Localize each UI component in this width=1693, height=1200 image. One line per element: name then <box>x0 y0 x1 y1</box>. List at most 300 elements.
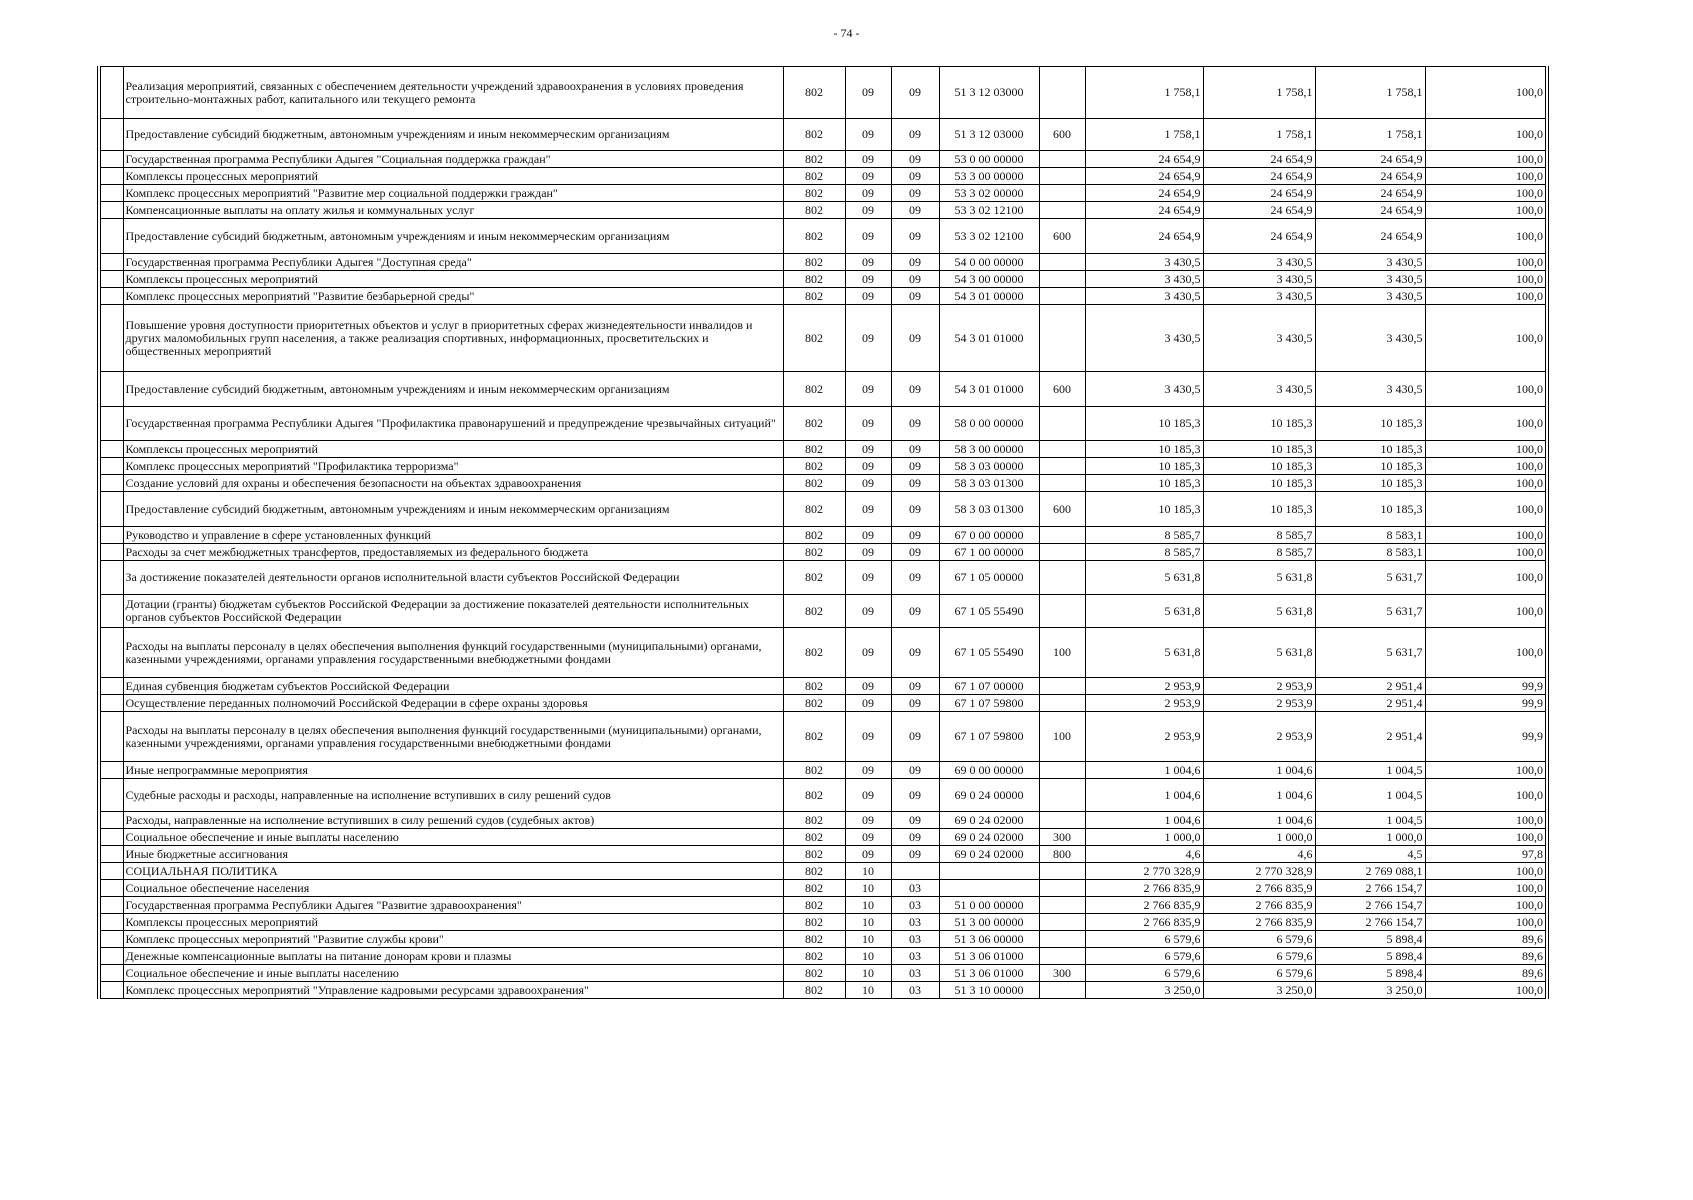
row-name: Денежные компенсационные выплаты на питание донорам крови и плазмы <box>123 948 783 965</box>
row-rz: 10 <box>845 965 891 982</box>
row-csr: 54 3 01 01000 <box>939 372 1039 407</box>
row-ved: 802 <box>783 863 845 880</box>
row-stub <box>99 475 123 492</box>
row-isp: 10 185,3 <box>1315 492 1425 527</box>
row-utv: 8 585,7 <box>1203 527 1315 544</box>
row-pct: 100,0 <box>1425 982 1547 999</box>
row-plan: 24 654,9 <box>1085 151 1203 168</box>
row-rz: 09 <box>845 595 891 628</box>
row-stub <box>99 288 123 305</box>
row-csr: 67 1 07 59800 <box>939 695 1039 712</box>
row-utv: 8 585,7 <box>1203 544 1315 561</box>
row-vr <box>1039 544 1085 561</box>
row-plan: 6 579,6 <box>1085 965 1203 982</box>
row-utv: 1 758,1 <box>1203 119 1315 151</box>
row-vr: 100 <box>1039 712 1085 762</box>
row-rz: 09 <box>845 202 891 219</box>
row-csr: 51 3 10 00000 <box>939 982 1039 999</box>
row-pr: 09 <box>891 544 939 561</box>
row-isp: 1 004,5 <box>1315 762 1425 779</box>
row-pr <box>891 863 939 880</box>
row-pr: 09 <box>891 846 939 863</box>
row-csr: 54 3 01 01000 <box>939 305 1039 372</box>
row-pct: 100,0 <box>1425 544 1547 561</box>
row-pct: 97,8 <box>1425 846 1547 863</box>
row-ved: 802 <box>783 288 845 305</box>
row-rz: 09 <box>845 475 891 492</box>
row-name: Государственная программа Республики Адыгея "Социальная поддержка граждан" <box>123 151 783 168</box>
row-vr <box>1039 271 1085 288</box>
row-pct: 100,0 <box>1425 202 1547 219</box>
row-stub <box>99 67 123 119</box>
row-isp: 1 758,1 <box>1315 67 1425 119</box>
row-pr: 09 <box>891 305 939 372</box>
row-name: Предоставление субсидий бюджетным, автономным учреждениям и иным некоммерческим организациям <box>123 119 783 151</box>
table-row <box>99 762 1547 779</box>
row-name: Комплексы процессных мероприятий <box>123 168 783 185</box>
row-utv: 3 430,5 <box>1203 372 1315 407</box>
row-stub <box>99 492 123 527</box>
row-vr <box>1039 762 1085 779</box>
row-plan: 2 766 835,9 <box>1085 880 1203 897</box>
row-stub <box>99 168 123 185</box>
row-plan: 1 758,1 <box>1085 67 1203 119</box>
row-plan: 8 585,7 <box>1085 544 1203 561</box>
row-isp: 3 430,5 <box>1315 288 1425 305</box>
row-utv: 10 185,3 <box>1203 458 1315 475</box>
row-ved: 802 <box>783 151 845 168</box>
row-ved: 802 <box>783 678 845 695</box>
row-ved: 802 <box>783 561 845 595</box>
row-stub <box>99 628 123 678</box>
row-pct: 100,0 <box>1425 67 1547 119</box>
row-name: Предоставление субсидий бюджетным, автономным учреждениям и иным некоммерческим организациям <box>123 492 783 527</box>
row-utv: 1 758,1 <box>1203 67 1315 119</box>
row-vr <box>1039 458 1085 475</box>
row-isp: 24 654,9 <box>1315 202 1425 219</box>
row-pr: 09 <box>891 151 939 168</box>
row-csr: 69 0 24 00000 <box>939 779 1039 812</box>
row-name: Социальное обеспечение и иные выплаты населению <box>123 829 783 846</box>
row-name: Осуществление переданных полномочий Российской Федерации в сфере охраны здоровья <box>123 695 783 712</box>
row-ved: 802 <box>783 492 845 527</box>
row-rz: 09 <box>845 271 891 288</box>
row-vr <box>1039 288 1085 305</box>
row-plan: 3 430,5 <box>1085 288 1203 305</box>
table-row <box>99 897 1547 914</box>
row-ved: 802 <box>783 948 845 965</box>
row-stub <box>99 119 123 151</box>
row-vr: 300 <box>1039 829 1085 846</box>
table-row <box>99 628 1547 678</box>
row-plan: 10 185,3 <box>1085 441 1203 458</box>
row-isp: 24 654,9 <box>1315 168 1425 185</box>
row-name: СОЦИАЛЬНАЯ ПОЛИТИКА <box>123 863 783 880</box>
row-isp: 2 951,4 <box>1315 678 1425 695</box>
row-plan: 1 000,0 <box>1085 829 1203 846</box>
row-ved: 802 <box>783 67 845 119</box>
row-pct: 100,0 <box>1425 119 1547 151</box>
row-plan: 2 953,9 <box>1085 678 1203 695</box>
row-ved: 802 <box>783 544 845 561</box>
row-pct: 100,0 <box>1425 271 1547 288</box>
budget-table <box>97 66 1549 999</box>
table-row <box>99 595 1547 628</box>
row-pct: 89,6 <box>1425 931 1547 948</box>
row-pr: 09 <box>891 628 939 678</box>
row-isp: 3 430,5 <box>1315 254 1425 271</box>
row-pct: 89,6 <box>1425 948 1547 965</box>
row-ved: 802 <box>783 897 845 914</box>
row-rz: 09 <box>845 812 891 829</box>
row-csr: 67 1 07 00000 <box>939 678 1039 695</box>
row-isp: 10 185,3 <box>1315 441 1425 458</box>
row-plan: 4,6 <box>1085 846 1203 863</box>
row-utv: 3 250,0 <box>1203 982 1315 999</box>
row-vr: 100 <box>1039 628 1085 678</box>
row-rz: 09 <box>845 441 891 458</box>
table-row <box>99 544 1547 561</box>
row-ved: 802 <box>783 595 845 628</box>
row-name: Предоставление субсидий бюджетным, автономным учреждениям и иным некоммерческим организациям <box>123 372 783 407</box>
row-isp: 24 654,9 <box>1315 151 1425 168</box>
row-stub <box>99 458 123 475</box>
row-rz: 09 <box>845 561 891 595</box>
row-pr: 09 <box>891 67 939 119</box>
row-stub <box>99 678 123 695</box>
row-plan: 3 430,5 <box>1085 372 1203 407</box>
row-ved: 802 <box>783 982 845 999</box>
row-csr: 51 3 00 00000 <box>939 914 1039 931</box>
row-plan: 8 585,7 <box>1085 527 1203 544</box>
row-ved: 802 <box>783 914 845 931</box>
row-csr: 51 0 00 00000 <box>939 897 1039 914</box>
row-vr <box>1039 880 1085 897</box>
row-csr: 53 3 02 12100 <box>939 202 1039 219</box>
row-stub <box>99 863 123 880</box>
table-row <box>99 678 1547 695</box>
row-plan: 2 953,9 <box>1085 712 1203 762</box>
row-pct: 100,0 <box>1425 527 1547 544</box>
row-name: Дотации (гранты) бюджетам субъектов Российской Федерации за достижение показателей деятельности исполнительных органов субъектов Российской Федерации <box>123 595 783 628</box>
row-utv: 24 654,9 <box>1203 219 1315 254</box>
row-csr: 67 0 00 00000 <box>939 527 1039 544</box>
row-plan: 3 430,5 <box>1085 271 1203 288</box>
row-pct: 100,0 <box>1425 254 1547 271</box>
row-name: Расходы за счет межбюджетных трансфертов, предоставляемых из федерального бюджета <box>123 544 783 561</box>
row-pr: 09 <box>891 441 939 458</box>
row-vr: 600 <box>1039 492 1085 527</box>
row-pct: 99,9 <box>1425 712 1547 762</box>
row-pr: 09 <box>891 492 939 527</box>
row-rz: 09 <box>845 846 891 863</box>
row-pr: 09 <box>891 712 939 762</box>
row-utv: 2 766 835,9 <box>1203 914 1315 931</box>
table-row <box>99 527 1547 544</box>
row-name: Единая субвенция бюджетам субъектов Российской Федерации <box>123 678 783 695</box>
row-pr: 09 <box>891 595 939 628</box>
row-vr <box>1039 254 1085 271</box>
row-pr: 03 <box>891 982 939 999</box>
row-isp: 2 951,4 <box>1315 695 1425 712</box>
row-ved: 802 <box>783 965 845 982</box>
row-plan: 3 430,5 <box>1085 254 1203 271</box>
row-ved: 802 <box>783 812 845 829</box>
row-stub <box>99 948 123 965</box>
table-row <box>99 288 1547 305</box>
row-ved: 802 <box>783 458 845 475</box>
row-utv: 2 953,9 <box>1203 712 1315 762</box>
row-rz: 09 <box>845 628 891 678</box>
row-pr: 09 <box>891 762 939 779</box>
row-pct: 100,0 <box>1425 628 1547 678</box>
row-pct: 100,0 <box>1425 897 1547 914</box>
row-ved: 802 <box>783 712 845 762</box>
row-name: Государственная программа Республики Адыгея "Профилактика правонарушений и предупреждение чрезвычайных ситуаций" <box>123 407 783 441</box>
page-number: - 74 - <box>833 26 860 40</box>
row-csr: 69 0 24 02000 <box>939 829 1039 846</box>
table-row <box>99 863 1547 880</box>
row-stub <box>99 219 123 254</box>
row-isp: 2 769 088,1 <box>1315 863 1425 880</box>
row-pr: 09 <box>891 288 939 305</box>
row-utv: 3 430,5 <box>1203 305 1315 372</box>
row-plan: 1 004,6 <box>1085 779 1203 812</box>
row-name: Судебные расходы и расходы, направленные на исполнение вступивших в силу решений судов <box>123 779 783 812</box>
row-plan: 2 953,9 <box>1085 695 1203 712</box>
row-pr: 09 <box>891 458 939 475</box>
row-pct: 100,0 <box>1425 880 1547 897</box>
row-ved: 802 <box>783 441 845 458</box>
row-utv: 3 430,5 <box>1203 288 1315 305</box>
row-isp: 3 250,0 <box>1315 982 1425 999</box>
row-vr <box>1039 779 1085 812</box>
row-pr: 09 <box>891 219 939 254</box>
row-stub <box>99 897 123 914</box>
table-row <box>99 914 1547 931</box>
row-stub <box>99 527 123 544</box>
row-isp: 10 185,3 <box>1315 407 1425 441</box>
row-isp: 5 898,4 <box>1315 931 1425 948</box>
row-pr: 03 <box>891 931 939 948</box>
row-vr <box>1039 185 1085 202</box>
row-rz: 09 <box>845 712 891 762</box>
row-isp: 2 951,4 <box>1315 712 1425 762</box>
row-stub <box>99 695 123 712</box>
row-pr: 03 <box>891 948 939 965</box>
row-utv: 24 654,9 <box>1203 185 1315 202</box>
row-ved: 802 <box>783 202 845 219</box>
row-pr: 09 <box>891 271 939 288</box>
row-name: Комплекс процессных мероприятий "Профилактика терроризма" <box>123 458 783 475</box>
table-row <box>99 271 1547 288</box>
row-vr <box>1039 982 1085 999</box>
row-rz: 09 <box>845 678 891 695</box>
row-pct: 100,0 <box>1425 762 1547 779</box>
row-stub <box>99 202 123 219</box>
row-rz: 09 <box>845 288 891 305</box>
table-row <box>99 779 1547 812</box>
row-isp: 5 631,7 <box>1315 595 1425 628</box>
row-rz: 09 <box>845 779 891 812</box>
row-pct: 100,0 <box>1425 595 1547 628</box>
row-rz: 10 <box>845 914 891 931</box>
row-name: Иные непрограммные мероприятия <box>123 762 783 779</box>
row-ved: 802 <box>783 168 845 185</box>
row-pr: 09 <box>891 527 939 544</box>
row-plan: 1 004,6 <box>1085 812 1203 829</box>
row-isp: 1 004,5 <box>1315 779 1425 812</box>
row-isp: 1 004,5 <box>1315 812 1425 829</box>
row-csr: 69 0 24 02000 <box>939 846 1039 863</box>
row-vr <box>1039 168 1085 185</box>
row-plan: 1 758,1 <box>1085 119 1203 151</box>
row-pr: 09 <box>891 254 939 271</box>
table-row <box>99 151 1547 168</box>
row-name: Руководство и управление в сфере установленных функций <box>123 527 783 544</box>
table-body <box>99 67 1547 999</box>
row-vr <box>1039 678 1085 695</box>
row-pct: 99,9 <box>1425 678 1547 695</box>
row-rz: 09 <box>845 695 891 712</box>
row-ved: 802 <box>783 407 845 441</box>
row-rz: 09 <box>845 407 891 441</box>
table-row <box>99 475 1547 492</box>
row-plan: 6 579,6 <box>1085 948 1203 965</box>
table-row <box>99 982 1547 999</box>
row-plan: 24 654,9 <box>1085 185 1203 202</box>
row-rz: 09 <box>845 119 891 151</box>
row-vr <box>1039 897 1085 914</box>
row-vr <box>1039 931 1085 948</box>
row-isp: 2 766 154,7 <box>1315 880 1425 897</box>
row-name: Комплекс процессных мероприятий "Развитие безбарьерной среды" <box>123 288 783 305</box>
row-pct: 89,6 <box>1425 965 1547 982</box>
row-stub <box>99 151 123 168</box>
row-pr: 03 <box>891 965 939 982</box>
row-stub <box>99 812 123 829</box>
row-rz: 09 <box>845 762 891 779</box>
row-plan: 2 766 835,9 <box>1085 914 1203 931</box>
row-vr <box>1039 948 1085 965</box>
row-utv: 2 766 835,9 <box>1203 897 1315 914</box>
row-pct: 100,0 <box>1425 458 1547 475</box>
row-utv: 10 185,3 <box>1203 492 1315 527</box>
row-pct: 100,0 <box>1425 863 1547 880</box>
row-isp: 8 583,1 <box>1315 544 1425 561</box>
row-utv: 6 579,6 <box>1203 948 1315 965</box>
row-pct: 100,0 <box>1425 914 1547 931</box>
row-name: Повышение уровня доступности приоритетных объектов и услуг в приоритетных сферах жизнедеятельности инвалидов и других маломобильных групп населения, а также реализация спортивных, информационных, просветительских и общественных мероприятий <box>123 305 783 372</box>
row-csr: 53 3 02 12100 <box>939 219 1039 254</box>
row-pr: 09 <box>891 168 939 185</box>
row-pr: 09 <box>891 812 939 829</box>
row-isp: 2 766 154,7 <box>1315 914 1425 931</box>
row-vr: 300 <box>1039 965 1085 982</box>
row-stub <box>99 965 123 982</box>
row-vr <box>1039 67 1085 119</box>
row-plan: 24 654,9 <box>1085 202 1203 219</box>
row-utv: 5 631,8 <box>1203 595 1315 628</box>
row-rz: 10 <box>845 931 891 948</box>
row-csr: 53 3 02 00000 <box>939 185 1039 202</box>
table-row <box>99 812 1547 829</box>
row-csr: 58 0 00 00000 <box>939 407 1039 441</box>
row-stub <box>99 595 123 628</box>
table-row <box>99 168 1547 185</box>
row-name: Компенсационные выплаты на оплату жилья и коммунальных услуг <box>123 202 783 219</box>
row-ved: 802 <box>783 628 845 678</box>
row-vr <box>1039 475 1085 492</box>
row-isp: 5 631,7 <box>1315 561 1425 595</box>
row-pr: 09 <box>891 779 939 812</box>
row-pct: 100,0 <box>1425 288 1547 305</box>
table-row <box>99 305 1547 372</box>
row-csr: 58 3 00 00000 <box>939 441 1039 458</box>
row-isp: 24 654,9 <box>1315 185 1425 202</box>
row-csr <box>939 863 1039 880</box>
row-csr: 51 3 06 01000 <box>939 965 1039 982</box>
row-name: Создание условий для охраны и обеспечения безопасности на объектах здравоохранения <box>123 475 783 492</box>
row-stub <box>99 779 123 812</box>
row-name: Комплексы процессных мероприятий <box>123 914 783 931</box>
row-plan: 6 579,6 <box>1085 931 1203 948</box>
row-name: Комплекс процессных мероприятий "Развитие службы крови" <box>123 931 783 948</box>
row-isp: 1 000,0 <box>1315 829 1425 846</box>
table-row <box>99 67 1547 119</box>
row-rz: 10 <box>845 897 891 914</box>
row-ved: 802 <box>783 119 845 151</box>
row-name: Иные бюджетные ассигнования <box>123 846 783 863</box>
row-stub <box>99 254 123 271</box>
row-csr <box>939 880 1039 897</box>
row-rz: 09 <box>845 544 891 561</box>
row-ved: 802 <box>783 846 845 863</box>
row-name: Социальное обеспечение населения <box>123 880 783 897</box>
row-csr: 67 1 05 00000 <box>939 561 1039 595</box>
row-vr <box>1039 914 1085 931</box>
row-plan: 1 004,6 <box>1085 762 1203 779</box>
row-stub <box>99 762 123 779</box>
row-vr <box>1039 202 1085 219</box>
row-ved: 802 <box>783 527 845 544</box>
row-plan: 5 631,8 <box>1085 595 1203 628</box>
row-utv: 1 004,6 <box>1203 779 1315 812</box>
row-isp: 5 898,4 <box>1315 948 1425 965</box>
table-row <box>99 561 1547 595</box>
row-name: Расходы на выплаты персоналу в целях обеспечения выполнения функций государственными (муниципальными) органами, казенными учреждениями, органами управления государственными внебюджетными фондами <box>123 712 783 762</box>
row-pct: 100,0 <box>1425 561 1547 595</box>
row-rz: 09 <box>845 458 891 475</box>
row-pct: 100,0 <box>1425 407 1547 441</box>
row-ved: 802 <box>783 829 845 846</box>
row-ved: 802 <box>783 695 845 712</box>
row-name: Комплексы процессных мероприятий <box>123 271 783 288</box>
row-vr <box>1039 812 1085 829</box>
row-pr: 09 <box>891 475 939 492</box>
table-row <box>99 965 1547 982</box>
row-utv: 2 953,9 <box>1203 695 1315 712</box>
row-isp: 8 583,1 <box>1315 527 1425 544</box>
row-csr: 58 3 03 01300 <box>939 492 1039 527</box>
row-name: Комплекс процессных мероприятий "Развитие мер социальной поддержки граждан" <box>123 185 783 202</box>
row-ved: 802 <box>783 185 845 202</box>
table-row <box>99 202 1547 219</box>
table-row <box>99 219 1547 254</box>
row-stub <box>99 185 123 202</box>
row-vr: 600 <box>1039 219 1085 254</box>
row-ved: 802 <box>783 931 845 948</box>
